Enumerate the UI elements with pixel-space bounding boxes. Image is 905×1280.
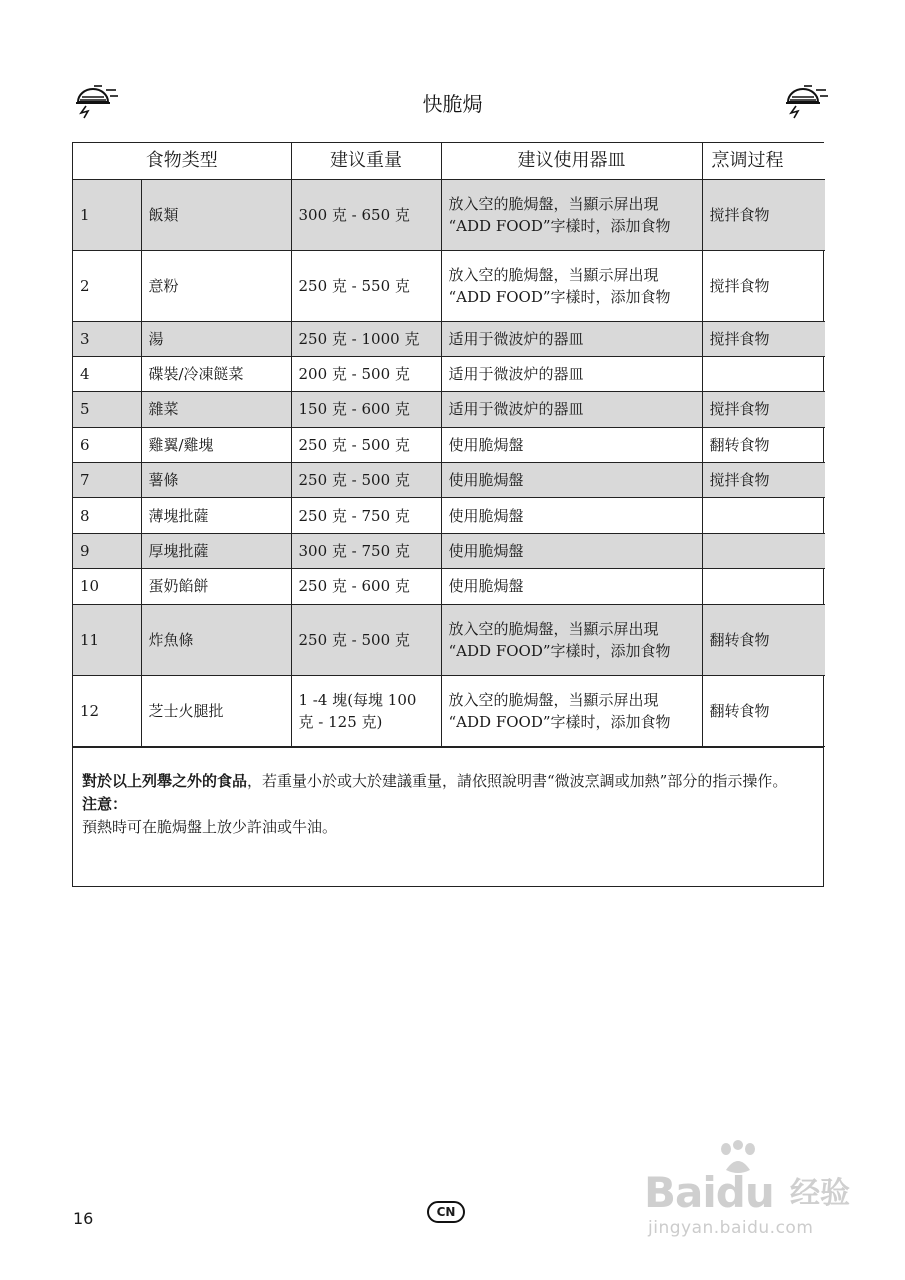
food-process: 搅拌食物 — [702, 463, 825, 498]
food-name: 碟裝/冷凍餸菜 — [141, 356, 291, 391]
notes-bold-lead: 對於以上列舉之外的食品 — [82, 771, 248, 790]
language-badge: CN — [427, 1201, 465, 1223]
crisp-grill-icon-right — [782, 80, 832, 120]
food-utensil: 放入空的脆焗盤，当顯示屏出現 “ADD FOOD”字樣时，添加食物 — [441, 675, 702, 746]
food-utensil: 使用脆焗盤 — [441, 498, 702, 533]
table-header-row — [73, 143, 825, 179]
notes-body: ，若重量小於或大於建議重量，請依照說明書“微波烹調或加熱”部分的指示操作。 — [247, 771, 788, 790]
crisp-grill-table — [73, 143, 825, 747]
food-weight: 250 克 - 600 克 — [291, 569, 441, 604]
food-name: 飯類 — [141, 179, 291, 250]
table-row — [73, 179, 825, 250]
notes-section — [73, 747, 823, 886]
row-number: 7 — [73, 463, 141, 498]
page-title: 快脆焗 — [422, 92, 483, 116]
baidu-watermark — [640, 1140, 870, 1240]
food-weight: 250 克 - 1000 克 — [291, 321, 441, 356]
food-name: 蛋奶餡餅 — [141, 569, 291, 604]
caution-text: 預熱時可在脆焗盤上放少許油或牛油。 — [82, 817, 338, 836]
food-name: 雞翼/雞塊 — [141, 427, 291, 462]
header-food-type: 食物类型 — [73, 143, 291, 179]
table-row — [73, 321, 825, 356]
row-number: 12 — [73, 675, 141, 746]
food-utensil: 适用于微波炉的器皿 — [441, 392, 702, 427]
row-number: 1 — [73, 179, 141, 250]
food-weight: 300 克 - 750 克 — [291, 533, 441, 568]
table-row — [73, 675, 825, 746]
watermark-sub: 经验 — [790, 1176, 850, 1211]
food-weight: 250 克 - 500 克 — [291, 427, 441, 462]
food-weight: 250 克 - 750 克 — [291, 498, 441, 533]
food-name: 厚塊批薩 — [141, 533, 291, 568]
header-weight: 建议重量 — [291, 143, 441, 179]
food-weight: 200 克 - 500 克 — [291, 356, 441, 391]
header-process: 烹调过程 — [702, 143, 825, 179]
food-name: 薄塊批薩 — [141, 498, 291, 533]
food-utensil: 使用脆焗盤 — [441, 569, 702, 604]
watermark-url: jingyan.baidu.com — [648, 1218, 814, 1238]
row-number: 2 — [73, 250, 141, 321]
row-number: 4 — [73, 356, 141, 391]
food-utensil: 使用脆焗盤 — [441, 427, 702, 462]
food-process: 搅拌食物 — [702, 179, 825, 250]
food-utensil: 放入空的脆焗盤，当顯示屏出現 “ADD FOOD”字樣时，添加食物 — [441, 604, 702, 675]
table-row — [73, 533, 825, 568]
header-utensil: 建议使用器皿 — [441, 143, 702, 179]
food-weight: 1 -4 塊(每塊 100 克 - 125 克) — [291, 675, 441, 746]
food-name: 雜菜 — [141, 392, 291, 427]
food-utensil: 放入空的脆焗盤，当顯示屏出現 “ADD FOOD”字樣时，添加食物 — [441, 179, 702, 250]
food-weight: 300 克 - 650 克 — [291, 179, 441, 250]
food-name: 炸魚條 — [141, 604, 291, 675]
food-process — [702, 533, 825, 568]
notes-paragraph — [82, 770, 815, 793]
table-row — [73, 498, 825, 533]
watermark-brand: Baidu — [644, 1168, 774, 1217]
food-utensil: 适用于微波炉的器皿 — [441, 321, 702, 356]
row-number: 11 — [73, 604, 141, 675]
table-row — [73, 463, 825, 498]
table-row — [73, 356, 825, 391]
food-process: 翻转食物 — [702, 427, 825, 462]
table-row — [73, 604, 825, 675]
food-weight: 250 克 - 500 克 — [291, 604, 441, 675]
food-process: 翻转食物 — [702, 604, 825, 675]
food-process: 搅拌食物 — [702, 321, 825, 356]
food-process — [702, 356, 825, 391]
food-utensil: 使用脆焗盤 — [441, 533, 702, 568]
row-number: 5 — [73, 392, 141, 427]
food-process: 翻转食物 — [702, 675, 825, 746]
row-number: 8 — [73, 498, 141, 533]
row-number: 3 — [73, 321, 141, 356]
table-row — [73, 569, 825, 604]
food-name: 意粉 — [141, 250, 291, 321]
row-number: 9 — [73, 533, 141, 568]
food-utensil: 使用脆焗盤 — [441, 463, 702, 498]
food-weight: 250 克 - 550 克 — [291, 250, 441, 321]
food-name: 芝士火腿批 — [141, 675, 291, 746]
food-process — [702, 569, 825, 604]
food-name: 薯條 — [141, 463, 291, 498]
food-weight: 250 克 - 500 克 — [291, 463, 441, 498]
food-process — [702, 498, 825, 533]
food-weight: 150 克 - 600 克 — [291, 392, 441, 427]
crisp-grill-table-box — [72, 142, 824, 887]
caution-label: 注意： — [82, 794, 128, 813]
food-utensil: 放入空的脆焗盤，当顯示屏出現 “ADD FOOD”字樣时，添加食物 — [441, 250, 702, 321]
table-row — [73, 250, 825, 321]
food-process: 搅拌食物 — [702, 392, 825, 427]
food-name: 湯 — [141, 321, 291, 356]
page-number: 16 — [73, 1209, 94, 1228]
row-number: 10 — [73, 569, 141, 604]
food-process: 搅拌食物 — [702, 250, 825, 321]
table-row — [73, 392, 825, 427]
table-row — [73, 427, 825, 462]
food-utensil: 适用于微波炉的器皿 — [441, 356, 702, 391]
row-number: 6 — [73, 427, 141, 462]
